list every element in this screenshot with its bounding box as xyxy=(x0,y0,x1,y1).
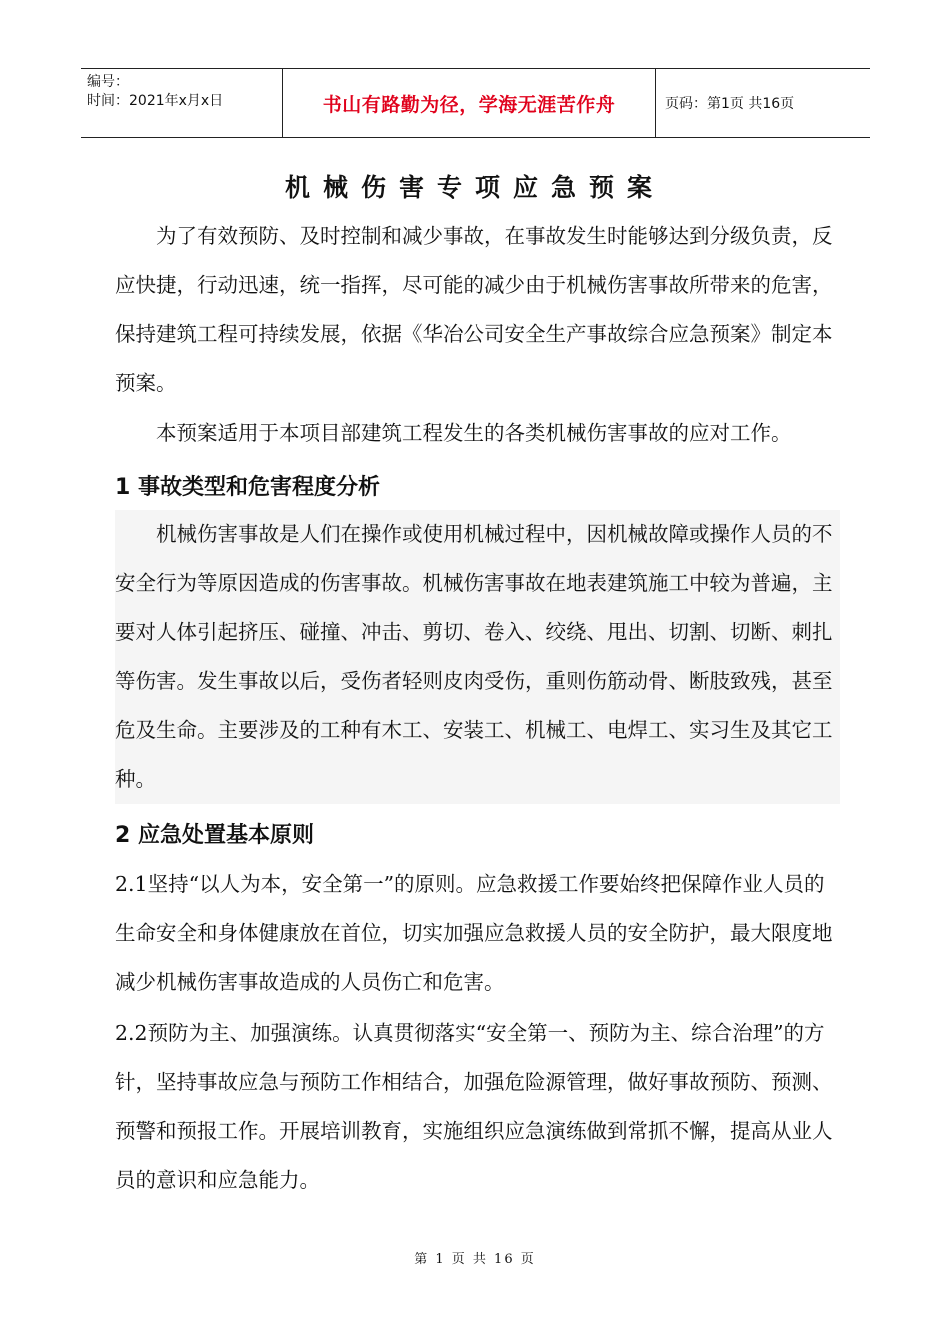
header-motto-cell xyxy=(282,69,656,137)
scope-paragraph: 本预案适用于本项目部建筑工程发生的各类机械伤害事故的应对工作。 xyxy=(156,421,792,445)
doc-number-label: 编号： xyxy=(87,74,129,90)
section-1-body: 机械伤害事故是人们在操作或使用机械过程中，因机械故障或操作人员的不安全行为等原因造成的伤害事故。机械伤害事故在地表建筑施工中较为普遍，主要对人体引起挤压、碰撞、冲击、剪切、卷入、绞绕、甩出、切割、切断、刺扎等伤害。发生事故以后，受伤者轻则皮肉受伤，重则伤筋动骨、断肢致残，甚至危及生命。主要涉及的工种有木工、安装工、机械工、电焊工、实习生及其它工种。 xyxy=(115,510,840,804)
header-meta xyxy=(81,69,282,137)
section-2-1-paragraph: 2.1坚持“以人为本，安全第一”的原则。应急救援工作要始终把保障作业人员的生命安全和身体健康放在首位，切实加强应急救援人员的安全防护，最大限度地减少机械伤害事故造成的人员伤亡和危害。 xyxy=(115,872,833,994)
header-table xyxy=(81,68,870,138)
intro-paragraph: 为了有效预防、及时控制和减少事故，在事故发生时能够达到分级负责，反应快捷，行动迅速，统一指挥，尽可能的减少由于机械伤害事故所带来的危害，保持建筑工程可持续发展，依据《华冶公司安全生产事故综合应急预案》制定本预案。 xyxy=(115,224,833,395)
doc-time-label: 时间：2021年x月x日 xyxy=(87,93,224,109)
document-title: 机械伤害专项应急预案 xyxy=(284,173,665,202)
header-motto: 书山有路勤为径，学海无涯苦作舟 xyxy=(322,93,616,116)
page-footer: 第 1 页 共 16 页 xyxy=(414,1252,536,1267)
section-1-heading: 1 事故类型和危害程度分析 xyxy=(115,475,380,500)
section-2-2-paragraph: 2.2预防为主、加强演练。认真贯彻落实“安全第一、预防为主、综合治理”的方针，坚持事故应急与预防工作相结合，加强危险源管理，做好事故预防、预测、预警和预报工作。开展培训教育，实施组织应急演练做到常抓不懈，提高从业人员的意识和应急能力。 xyxy=(115,1021,833,1192)
section-2-heading: 2 应急处置基本原则 xyxy=(115,823,314,848)
header-page-info: 页码：第1页 共16页 xyxy=(665,96,795,112)
